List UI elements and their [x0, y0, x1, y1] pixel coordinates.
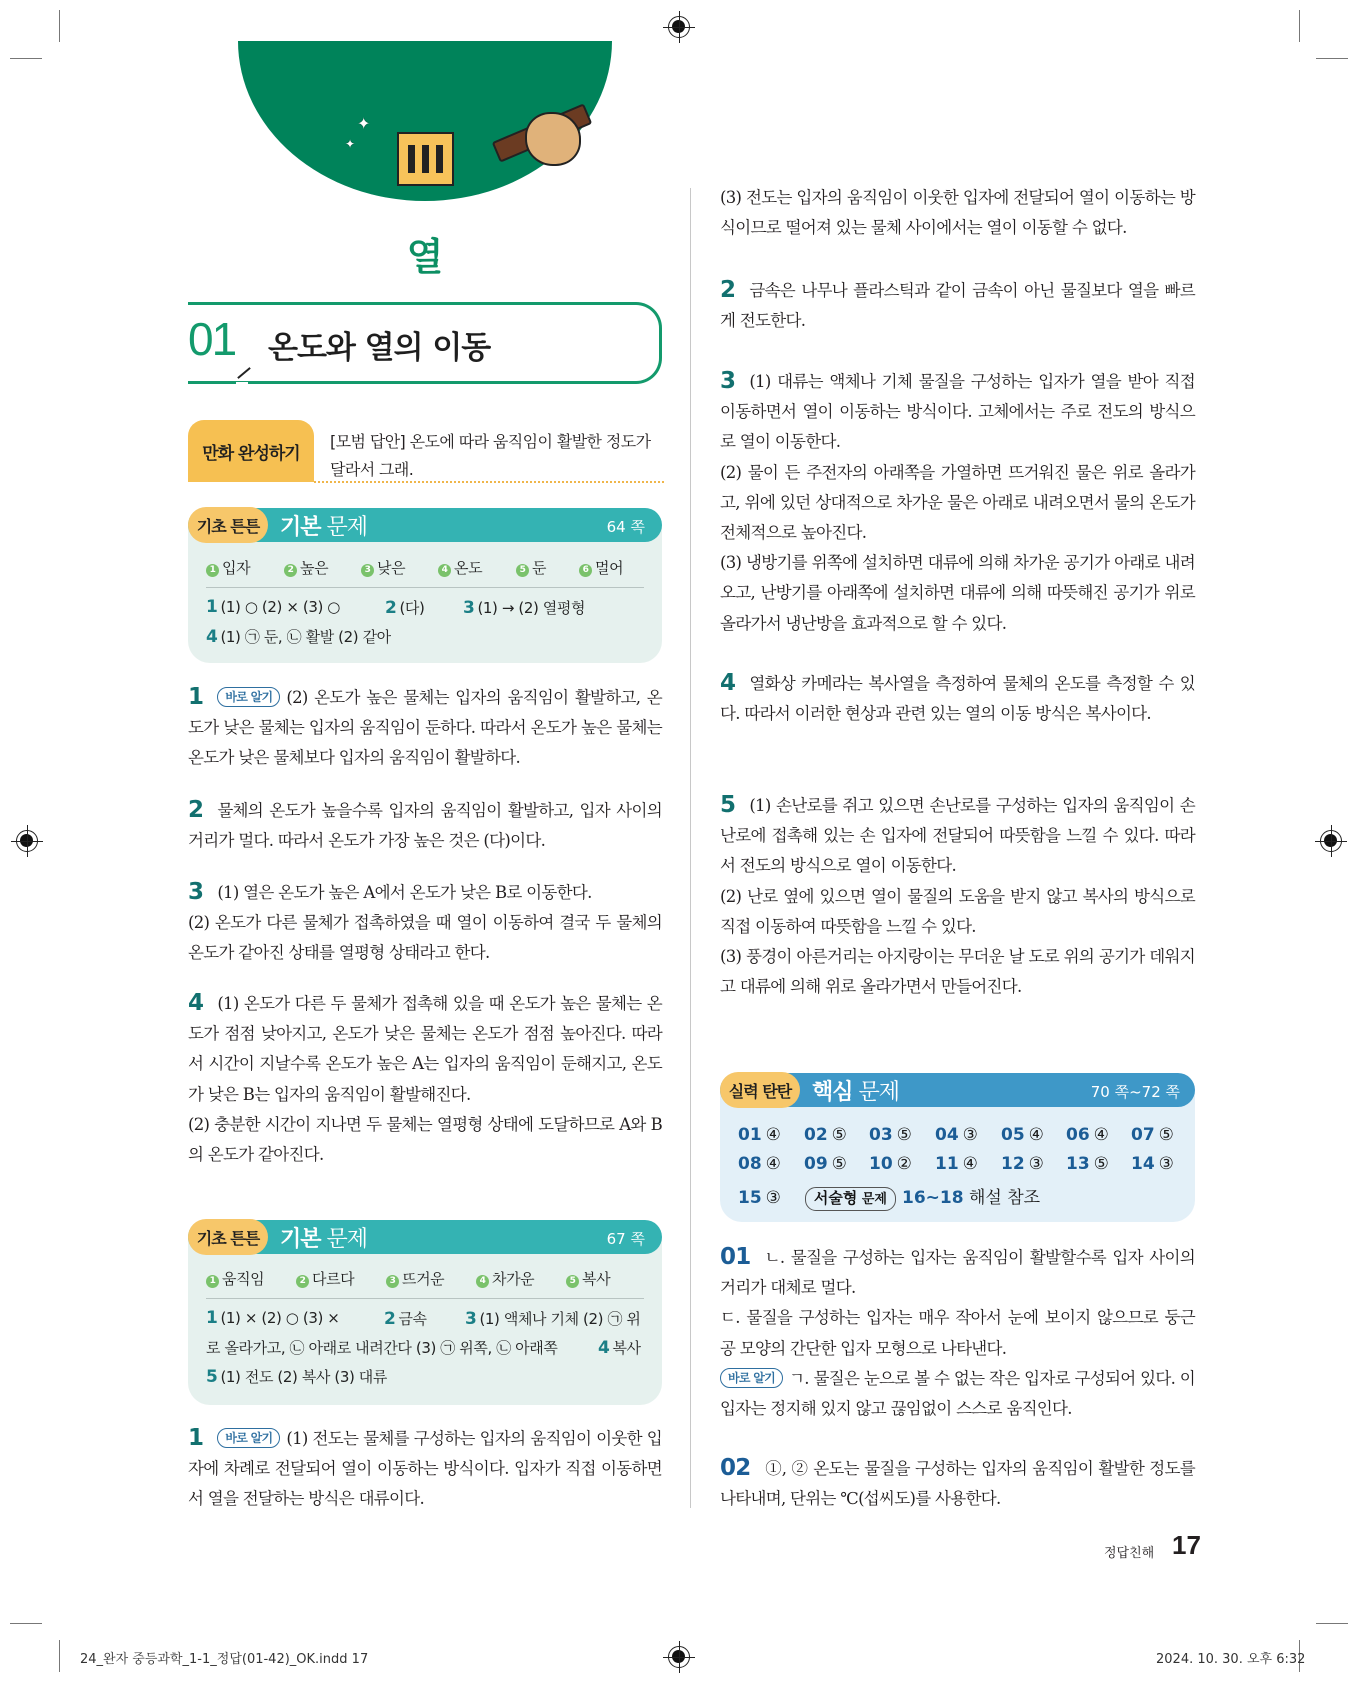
- box-title: 기본 문제: [280, 515, 368, 540]
- page-ref: 67 쪽: [606, 1230, 645, 1248]
- number-badge-icon: 1: [206, 564, 219, 577]
- chapter-roman-numeral: [397, 132, 454, 186]
- blank-answer: 2 다르다: [296, 1268, 354, 1289]
- number-badge-icon: 5: [516, 564, 529, 577]
- core-answer: 07 ⑤: [1131, 1125, 1174, 1145]
- core-answer: 14 ③: [1131, 1154, 1174, 1174]
- registration-mark-icon: [668, 16, 690, 38]
- answer-line: 2 금속: [384, 1309, 427, 1329]
- essay-tag: 서술형 문제: [805, 1187, 896, 1211]
- blank-answer: 3 낮은: [361, 557, 405, 578]
- explanation-4: 4 열화상 카메라는 복사열을 측정하여 물체의 온도를 측정할 수 있다. 따라서 이러한 현상과 관련 있는 열의 이동 방식은 복사이다.: [720, 670, 1195, 724]
- core-explanation-02: 02 ①, ② 온도는 물질을 구성하는 입자의 움직임이 활발한 정도를 나타내며, 단위는 ℃(섭씨도)를 사용한다.: [720, 1455, 1195, 1509]
- registration-mark-icon: [668, 1646, 690, 1668]
- sparkle-icon: ✦: [357, 114, 371, 133]
- registration-mark-icon: [16, 830, 38, 852]
- answer-line: 1 (1) × (2) ○ (3) ×: [206, 1308, 340, 1328]
- core-answer: 04 ③: [935, 1125, 978, 1145]
- explanation-3: 3 (1) 대류는 액체나 기체 물질을 구성하는 입자가 열을 받아 직접 이동하면서 열이 이동하는 방식이다. 고체에서는 주로 전도의 방식으로 열이 이동한다. (2) 물이 든 주전자의 아래쪽을 가열하면 뜨거워진 물은 위로 올라가고, 위에 있던 상대적으로 차가운 물은 아래로 내려오면서 물의 온도가 전체적으로 높아진다. (3) 냉방기를 위쪽에 설치하면 대류에 의해 차가운 공기가 아래로 내려오고, 난방기를 아래쪽에 설치하면 대류에 의해 따뜻해진 공기가 위로 올라가서 냉난방을 효과적으로 할 수 있다.: [720, 368, 1195, 633]
- number-badge-icon: 4: [476, 1275, 489, 1288]
- number-badge-icon: 2: [296, 1275, 309, 1288]
- core-answer: 10 ②: [869, 1154, 912, 1174]
- blank-answer: 4 차가운: [476, 1268, 534, 1289]
- blank-answer: 6 멀어: [579, 557, 623, 578]
- divider: [206, 587, 644, 588]
- number-badge-icon: 2: [284, 564, 297, 577]
- blank-answer: 5 복사: [566, 1268, 610, 1289]
- core-answer: 12 ③: [1001, 1154, 1044, 1174]
- crop-mark: [1316, 58, 1348, 59]
- explanation-5: 5 (1) 손난로를 쥐고 있으면 손난로를 구성하는 입자의 움직임이 손난로에 접촉해 있는 손 입자에 전달되어 따뜻함을 느낄 수 있다. 따라서 전도의 방식으로 열이 이동한다. (2) 난로 옆에 있으면 열이 물질의 도움을 받지 않고 복사의 방식으로 직접 이동하여 따뜻함을 느낄 수 있다. (3) 풍경이 아른거리는 아지랑이는 무더운 날 도로 위의 공기가 데워지고 대류에 의해 위로 올라가면서 만들어진다.: [720, 792, 1195, 997]
- level-pill: 실력 탄탄: [720, 1072, 800, 1108]
- core-answer: 09 ⑤: [804, 1154, 847, 1174]
- explanation-4: 4 (1) 온도가 다른 두 물체가 접촉해 있을 때 온도가 높은 물체는 온도가 점점 낮아지고, 온도가 낮은 물체는 온도가 점점 높아진다. 따라서 시간이 지날수록 온도가 높은 A는 입자의 움직임이 둔해지고, 온도가 낮은 B는 입자의 움직임이 활발해진다. (2) 충분한 시간이 지나면 두 물체는 열평형 상태에 도달하므로 A와 B의 온도가 같아진다.: [188, 990, 662, 1165]
- explanation-2: 2 금속은 나무나 플라스틱과 같이 금속이 아닌 물질보다 열을 빠르게 전도한다.: [720, 277, 1195, 331]
- core-answer: 02 ⑤: [804, 1125, 847, 1145]
- crop-mark: [1316, 1623, 1348, 1624]
- section-title: 온도와 열의 이동: [268, 330, 491, 366]
- number-badge-icon: 3: [361, 564, 374, 577]
- blank-answer: 4 온도: [438, 557, 482, 578]
- core-answer: 01 ④: [738, 1125, 781, 1145]
- explanation-2: 2 물체의 온도가 높을수록 입자의 움직임이 활발하고, 입자 사이의 거리가 멀다. 따라서 온도가 가장 높은 것은 (다)이다.: [188, 797, 662, 851]
- core-answer: 13 ⑤: [1066, 1154, 1109, 1174]
- slug-filename: 24_완자 중등과학_1-1_정답(01-42)_OK.indd 17: [80, 1652, 369, 1667]
- core-answer: 08 ④: [738, 1154, 781, 1174]
- box-title: 핵심 문제: [812, 1080, 900, 1105]
- core-answer: 03 ⑤: [869, 1125, 912, 1145]
- level-pill: 기초 튼튼: [188, 1219, 268, 1255]
- box-title: 기본 문제: [280, 1227, 368, 1252]
- crop-mark: [10, 58, 42, 59]
- page-ref: 70 쪽~72 쪽: [1090, 1083, 1180, 1101]
- sparkle-icon: ✦: [345, 137, 356, 151]
- page-ref: 64 쪽: [606, 518, 645, 536]
- crop-mark: [59, 1640, 60, 1672]
- blank-answer: 2 높은: [284, 557, 328, 578]
- divider: [206, 1298, 644, 1299]
- number-badge-icon: 5: [566, 1275, 579, 1288]
- answer-line: 1 (1) ○ (2) × (3) ○: [206, 597, 340, 617]
- core-answer: 06 ④: [1066, 1125, 1109, 1145]
- answer-line: 로 올라가고, ㉡ 아래로 내려간다 (3) ㉠ 위쪽, ㉡ 아래쪽: [206, 1339, 558, 1357]
- page-number: 17: [1172, 1530, 1201, 1560]
- slug-timestamp: 2024. 10. 30. 오후 6:32: [1156, 1652, 1306, 1667]
- manhwa-label: 만화 완성하기: [188, 420, 314, 482]
- answer-line: 2 (다): [385, 598, 425, 618]
- number-badge-icon: 4: [438, 564, 451, 577]
- crop-mark: [10, 1623, 42, 1624]
- dotted-divider: [314, 481, 664, 483]
- answer-line: 3 (1) 액체나 기체 (2) ㉠ 위: [465, 1309, 641, 1329]
- crop-mark: [59, 10, 60, 42]
- answer-line: 4 (1) ㉠ 둔, ㉡ 활발 (2) 같아: [206, 627, 391, 647]
- answer-line: 5 (1) 전도 (2) 복사 (3) 대류: [206, 1367, 387, 1387]
- blank-answer: 1 입자: [206, 557, 250, 578]
- cat-illustration: [525, 112, 581, 166]
- registration-mark-icon: [1320, 830, 1342, 852]
- crop-mark: [1299, 10, 1300, 42]
- core-explanation-01: 01 ㄴ. 물질을 구성하는 입자는 움직임이 활발할수록 입자 사이의 거리가 대체로 멀다. ㄷ. 물질을 구성하는 입자는 매우 작아서 눈에 보이지 않으므로 둥근 공 모양의 간단한 입자 모형으로 나타낸다. 바로 알기 ㄱ. 물질은 눈으로 볼 수 없는 작은 입자로 구성되어 있다. 이 입자는 정지해 있지 않고 끊임없이 스스로 움직인다.: [720, 1244, 1195, 1419]
- answer-line: 3 (1) → (2) 열평형: [463, 598, 586, 618]
- explanation-3: 3 (1) 열은 온도가 높은 A에서 온도가 낮은 B로 이동한다. (2) 온도가 다른 물체가 접촉하였을 때 열이 이동하여 결국 두 물체의 온도가 같아진 상태를 열평형 상태라고 한다.: [188, 879, 662, 963]
- explanation-1: 1 바로 알기 (2) 온도가 높은 물체는 입자의 움직임이 활발하고, 온도가 낮은 물체는 입자의 움직임이 둔하다. 따라서 온도가 높은 물체는 온도가 낮은 물체보다 입자의 움직임이 활발하다.: [188, 684, 662, 768]
- core-answer: 11 ④: [935, 1154, 978, 1174]
- level-pill: 기초 튼튼: [188, 507, 268, 543]
- blank-answer: 3 뜨거운: [386, 1268, 444, 1289]
- manhwa-answer: [모범 답안] 온도에 따라 움직임이 활발한 정도가 달라서 그래.: [330, 432, 651, 479]
- number-badge-icon: 6: [579, 564, 592, 577]
- title-underline: [188, 381, 236, 384]
- blank-answer: 1 움직임: [206, 1268, 264, 1289]
- section-number: 01: [188, 313, 236, 365]
- footer-label: 정답친해: [1104, 1546, 1155, 1561]
- essay-line: 15 ③ 서술형 문제 16~18 해설 참조: [738, 1183, 1040, 1211]
- core-answer: 05 ④: [1001, 1125, 1044, 1145]
- explanation-1-cont: (3) 전도는 입자의 움직임이 이웃한 입자에 전달되어 열이 이동하는 방식이므로 떨어져 있는 물체 사이에서는 열이 이동할 수 없다.: [720, 188, 1195, 238]
- explanation-basic2-1: 1 바로 알기 (1) 전도는 물체를 구성하는 입자의 움직임이 이웃한 입자에 차례로 전달되어 열이 이동하는 방식이다. 입자가 직접 이동하면서 열을 전달하는 방식은 대류이다.: [188, 1425, 662, 1509]
- column-divider: [690, 188, 691, 1508]
- number-badge-icon: 3: [386, 1275, 399, 1288]
- answer-line: 4 복사: [598, 1338, 641, 1358]
- blank-answer: 5 둔: [516, 557, 546, 578]
- chapter-title: 열: [406, 235, 444, 279]
- number-badge-icon: 1: [206, 1275, 219, 1288]
